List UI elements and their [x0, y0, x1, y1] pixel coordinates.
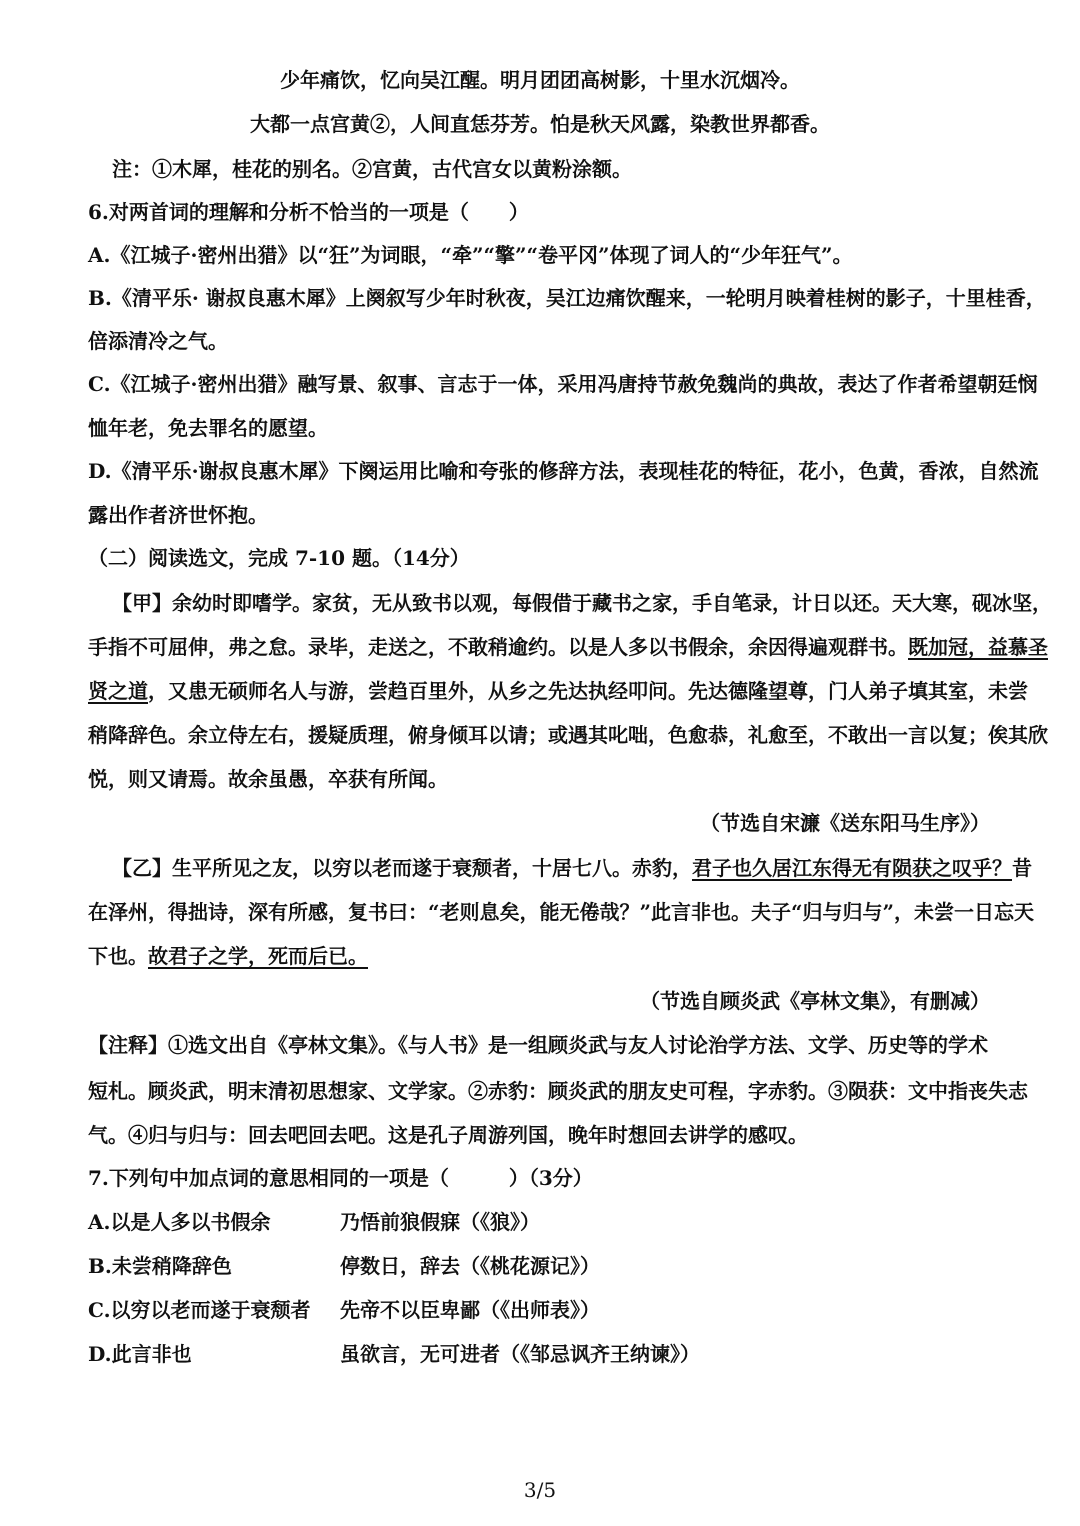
question-7-option-c — [88, 1296, 988, 1324]
poem-note: 注：①木犀，桂花的别名。②宫黄，古代宫女以黄粉涂额。 — [112, 157, 632, 181]
underlined-sentence: 贤之道 — [88, 679, 148, 703]
passage-yi-source: （节选自顾炎武《亭林文集》，有删减） — [640, 989, 990, 1013]
question-7-option-b — [88, 1252, 988, 1280]
passage-jia-text: ，又患无硕师名人与游，尝趋百里外，从乡之先达执经叩问。先达德隆望尊，门人弟子填其室，未尝 — [148, 679, 1028, 703]
option-right: 虽欲言，无可进者（《邹忌讽齐王纳谏》） — [340, 1342, 700, 1366]
passage-jia-line-4: 稍降辞色。余立侍左右，援疑质理，俯身倾耳以请；或遇其叱咄，色愈恭，礼愈至，不敢出一言以复；俟其欣 — [88, 723, 1048, 747]
passage-jia-line-5: 悦，则又请焉。故余虽愚，卒获有所闻。 — [88, 767, 448, 791]
passage-jia-line-1: 【甲】余幼时即嗜学。家贫，无从致书以观，每假借于藏书之家，手自笔录，计日以还。天大寒，砚冰坚， — [112, 591, 1052, 615]
question-6-option-b-line-1: B.《清平乐· 谢叔良惠木犀》上阕叙写少年时秋夜，吴江边痛饮醒来，一轮明月映着桂树的影子，十里桂香， — [88, 286, 1046, 310]
question-6-option-a: A.《江城子·密州出猎》以“狂”为词眼，“牵”“擎”“卷平冈”体现了词人的“少年狂气”。 — [88, 243, 853, 267]
option-right: 停数日，辞去（《桃花源记》） — [340, 1254, 600, 1278]
question-6-option-c-line-2: 恤年老，免去罪名的愿望。 — [88, 416, 328, 440]
option-right: 乃悟前狼假寐（《狼》） — [340, 1210, 540, 1234]
page-number: 3/5 — [523, 1478, 557, 1502]
notes-line-1: 【注释】①选文出自《亭林文集》。《与人书》是一组顾炎武与友人讨论治学方法、文学、历史等的学术 — [88, 1033, 988, 1057]
option-left: A.以是人多以书假余 — [88, 1210, 271, 1234]
passage-jia-text: 手指不可屈伸，弗之怠。录毕，走送之，不敢稍逾约。以是人多以书假余，余因得遍观群书。 — [88, 635, 908, 659]
passage-yi-text: 下也。 — [88, 944, 148, 968]
question-6-option-c-line-1: C.《江城子·密州出猎》融写景、叙事、言志于一体，采用冯唐持节赦免魏尚的典故，表达了作者希望朝廷悯 — [88, 372, 1038, 396]
underlined-sentence: 故君子之学，死而后已。 — [148, 944, 368, 968]
notes-line-3: 气。④归与归与：回去吧回去吧。这是孔子周游列国，晚年时想回去讲学的感叹。 — [88, 1123, 808, 1147]
question-6-option-b-line-2: 倍添清冷之气。 — [88, 329, 228, 353]
poem-line-2: 大都一点宫黄②，人间直恁芬芳。怕是秋天风露，染教世界都香。 — [250, 112, 830, 136]
question-7-stem: 7.下列句中加点词的意思相同的一项是（ ）（3分） — [88, 1166, 593, 1190]
option-left: D.此言非也 — [88, 1342, 192, 1366]
option-right: 先帝不以臣卑鄙（《出师表》） — [340, 1298, 600, 1322]
passage-jia-line-2 — [88, 633, 1048, 661]
passage-yi-line-2: 在泽州，得拙诗，深有所感，复书曰：“老则息矣，能无倦哉？”此言非也。夫子“归与归与”，未尝一日忘天 — [88, 900, 1035, 924]
question-7-option-d — [88, 1340, 988, 1368]
notes-line-2: 短札。顾炎武，明末清初思想家、文学家。②赤豹：顾炎武的朋友史可程，字赤豹。③陨获：文中指丧失志 — [88, 1079, 1028, 1103]
underlined-sentence: 既加冠，益慕圣 — [908, 635, 1048, 659]
question-6-option-d-line-2: 露出作者济世怀抱。 — [88, 503, 268, 527]
question-6-stem: 6.对两首词的理解和分析不恰当的一项是（ ） — [88, 200, 529, 224]
passage-jia-line-3 — [88, 677, 1028, 705]
passage-jia-source: （节选自宋濂《送东阳马生序》） — [700, 811, 990, 835]
passage-yi-line-3 — [88, 942, 368, 970]
option-left: B.未尝稍降辞色 — [88, 1254, 232, 1278]
question-7-option-a — [88, 1208, 988, 1236]
option-left: C.以穷以老而遂于衰颓者 — [88, 1298, 311, 1322]
passage-yi-line-1 — [112, 854, 1032, 882]
poem-line-1: 少年痛饮，忆向吴江醒。明月团团高树影，十里水沉烟冷。 — [280, 68, 800, 92]
question-6-option-d-line-1: D.《清平乐·谢叔良惠木犀》下阕运用比喻和夸张的修辞方法，表现桂花的特征，花小，色黄，香浓，自然流 — [88, 459, 1039, 483]
passage-yi-text: 【乙】生平所见之友，以穷以老而遂于衰颓者，十居七八。赤豹， — [112, 856, 692, 880]
underlined-sentence: 君子也久居江东得无有陨获之叹乎？ — [692, 856, 1012, 880]
section-2-heading: （二）阅读选文，完成 7-10 题。（14分） — [88, 546, 470, 570]
passage-yi-text: 昔 — [1012, 856, 1032, 880]
